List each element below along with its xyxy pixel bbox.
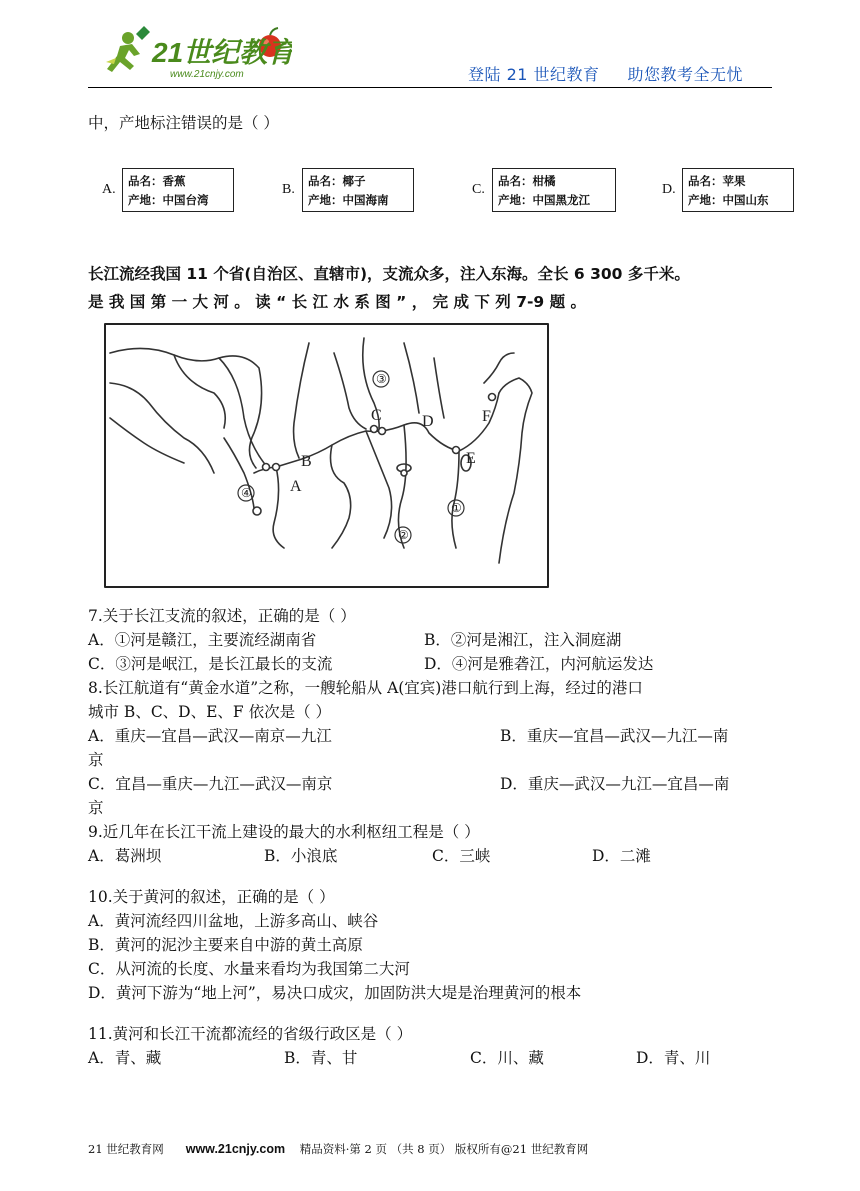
port-dot-2 (401, 470, 407, 476)
footer-page-info: 精品资料·第 2 页 （共 8 页） 版权所有@21 世纪教育网 (299, 1142, 589, 1156)
river-estuary (484, 353, 514, 383)
option-letter: D. (662, 182, 676, 197)
product-label-card (682, 168, 794, 212)
q8-option-d-wrap: 京 (88, 799, 104, 817)
runner-icon (106, 26, 150, 72)
q10-option-c[interactable]: C．从河流的长度、水量来看均为我国第二大河 (88, 960, 410, 978)
q10-option-d[interactable]: D．黄河下游为“地上河”，易决口成灾，加固防洪大堤是治理黄河的根本 (88, 984, 582, 1002)
q10-option-b[interactable]: B．黄河的泥沙主要来自中游的黄土高原 (88, 936, 363, 954)
label-a: A (290, 478, 302, 495)
slogan-login[interactable]: 登陆 21 世纪教育 (468, 65, 600, 84)
river-south-2 (331, 445, 351, 548)
river-upper-2 (174, 355, 225, 428)
product-name: 品名：椰子 (308, 174, 366, 188)
q7-option-c[interactable]: C．③河是岷江，是长江最长的支流 (88, 655, 333, 673)
q8-option-d[interactable]: D．重庆—武汉—九江—宜昌—南 (500, 775, 730, 793)
logo-url: www.21cnjy.com (170, 69, 244, 80)
label-c: C (371, 407, 382, 424)
river-upper-3 (110, 383, 214, 473)
label-d: D (422, 413, 434, 430)
port-b-dot (273, 464, 280, 471)
label-river-1: ① (451, 501, 462, 515)
q7-stem: 7.关于长江支流的叙述，正确的是（ ） (88, 607, 356, 625)
river-upper-1 (110, 348, 262, 468)
river-upper-5 (219, 358, 264, 463)
label-river-3: ③ (376, 372, 387, 386)
q8-option-c[interactable]: C．宜昌—重庆—九江—武汉—南京 (88, 775, 333, 793)
product-origin: 产地：中国黑龙江 (498, 193, 590, 207)
q9-option-a[interactable]: A．葛洲坝 (88, 847, 162, 865)
product-name: 品名：香蕉 (128, 174, 186, 188)
label-e: E (466, 450, 476, 467)
port-a-dot (253, 507, 261, 515)
product-name: 品名：柑橘 (498, 174, 556, 188)
q7-option-a[interactable]: A．①河是赣江，主要流经湖南省 (88, 631, 317, 649)
option-letter: A. (102, 182, 116, 197)
q8-stem: 8.长江航道有“黄金水道”之称，一艘轮船从 A(宜宾)港口航行到上海，经过的港口 (88, 679, 643, 697)
footer-url[interactable]: www.21cnjy.com (185, 1142, 286, 1156)
product-label-card (122, 168, 234, 212)
map-frame (105, 324, 548, 587)
q8-option-b-wrap: 京 (88, 751, 104, 769)
site-logo[interactable] (92, 18, 292, 84)
yangtze-river-system-map (104, 323, 549, 588)
product-origin: 产地：中国海南 (308, 193, 389, 207)
product-origin: 产地：中国台湾 (128, 193, 209, 207)
slogan-help: 助您教考全无忧 (627, 65, 744, 84)
port-c2-dot (379, 428, 386, 435)
port-f-dot (489, 394, 496, 401)
product-origin: 产地：中国山东 (688, 193, 769, 207)
q7-option-b[interactable]: B．②河是湘江，注入洞庭湖 (424, 631, 622, 649)
label-river-4: ④ (241, 486, 252, 500)
label-b: B (301, 453, 312, 470)
q11-stem: 11.黄河和长江干流都流经的省级行政区是（ ） (88, 1025, 413, 1043)
q8-option-a[interactable]: A．重庆—宜昌—武汉—南京—九江 (88, 727, 332, 745)
q6-stem-tail: 中，产地标注错误的是（ ） (88, 114, 279, 132)
q9-option-b[interactable]: B．小浪底 (264, 847, 338, 865)
river-upper-4 (110, 418, 184, 463)
port-e-dot (453, 447, 460, 454)
q7-option-d[interactable]: D．④河是雅砻江，内河航运发达 (424, 655, 654, 673)
product-name: 品名：苹果 (688, 174, 746, 188)
intro-line-1: 长江流经我国 11 个省(自治区、直辖市)，支流众多，注入东海。全长 6 300 多千米。 (88, 265, 690, 283)
q11-option-b[interactable]: B．青、甘 (284, 1049, 358, 1067)
river-tributary-3 (294, 343, 309, 458)
q9-stem: 9.近几年在长江干流上建设的最大的水利枢纽工程是（ ） (88, 823, 480, 841)
q10-option-a[interactable]: A．黄河流经四川盆地，上游多高山、峡谷 (88, 912, 379, 930)
river-south-1 (273, 467, 284, 548)
product-label-card (302, 168, 414, 212)
footer-site: 21 世纪教育网 (88, 1142, 164, 1156)
product-label-card (492, 168, 616, 212)
label-river-2: ② (398, 528, 409, 542)
river-main-stem (254, 393, 499, 473)
q9-option-d[interactable]: D．二滩 (592, 847, 651, 865)
river-tributary-2 (366, 431, 392, 538)
q11-option-c[interactable]: C．川、藏 (470, 1049, 544, 1067)
q11-option-d[interactable]: D．青、川 (636, 1049, 711, 1067)
port-dot (263, 464, 270, 471)
header-divider (88, 87, 772, 88)
q8-stem-cont: 城市 B、C、D、E、F 依次是（ ） (88, 703, 332, 721)
q11-option-a[interactable]: A．青、藏 (88, 1049, 162, 1067)
page-footer (88, 1141, 588, 1157)
coastline (499, 378, 532, 563)
q10-stem: 10.关于黄河的叙述，正确的是（ ） (88, 888, 335, 906)
option-letter: B. (282, 182, 295, 197)
port-c-dot (371, 426, 378, 433)
intro-line-2: 是 我 国 第 一 大 河 。 读 “ 长 江 水 系 图 ” ， 完 成 下 列 7-9 题 。 (88, 293, 586, 311)
q9-option-c[interactable]: C．三峡 (432, 847, 491, 865)
logo-text: 21世纪教育 (152, 37, 292, 68)
river-tributary-han2 (434, 358, 444, 418)
header-slogan (468, 62, 743, 85)
q8-option-b[interactable]: B．重庆—宜昌—武汉—九江—南 (500, 727, 729, 745)
river-tributary-han (404, 343, 419, 413)
label-f: F (482, 408, 491, 425)
river-tributary-upper (334, 353, 366, 429)
option-letter: C. (472, 182, 485, 197)
